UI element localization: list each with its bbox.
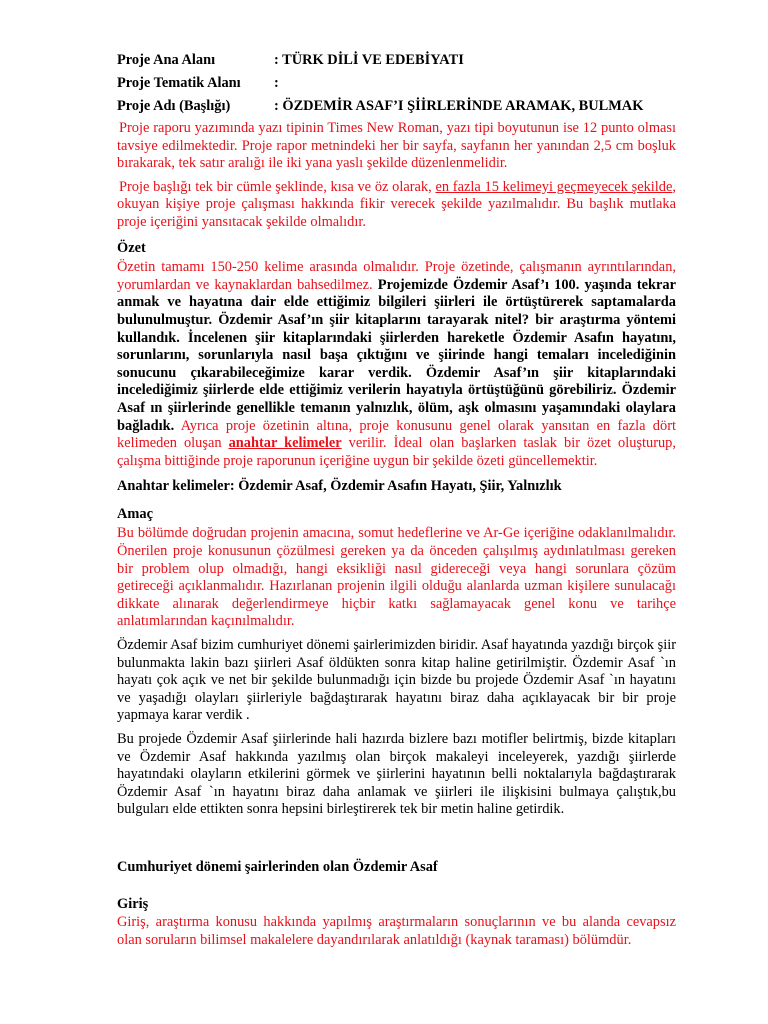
ozet-instruction: verilir. İdeal olan başlarken taslak bir özet oluşturup, çalışma bittiğinde proje raporunun içeriğine uygun bir şekilde özeti güncellemektir. bbox=[117, 435, 676, 469]
intro-text: Proje başlığı tek bir cümle şeklinde, kısa ve öz olarak, bbox=[119, 178, 436, 195]
meta-label: Proje Ana Alanı bbox=[117, 52, 216, 68]
intro-paragraph-title-rules bbox=[117, 179, 676, 232]
intro-text: Proje raporu yazımında yazı tipinin Times New Roman, yazı tipi boyutunun ise 12 punto olması tavsiye edilmektedir. Proje rapor metnindeki her bir sayfa, sayfanın her yanından 2,5 cm boşluk bırakarak, tek satır aralığı ile iki yana yaslı şekilde düzenlenmelidir. bbox=[117, 120, 676, 172]
ozet-instruction: Ayrıca proje özetinin altına, proje konusunu genel olarak yansıtan en fazla dört kelimeden oluşan bbox=[117, 417, 676, 452]
amac-paragraph-1: Özdemir Asaf bizim cumhuriyet dönemi şairlerimizden biridir. Asaf hayatında yazdığı birçok şiir bulunmakta lakin bazı şiirleri Asaf öldükten sonra kitap haline getirilmiştir. Özdemir Asaf `ın hayatı çok açık ve net bir şekilde bulunmadığı için bizde bu projede Özdemir Asaf `ın hayatını ve yaşadığı olayları şiirleriyle bağdaştırarak hayatını biraz daha açıklayacak bir bir proje yapmaya karar verdik . bbox=[117, 637, 676, 724]
heading-amac: Amaç bbox=[117, 505, 153, 522]
meta-value: : TÜRK DİLİ VE EDEBİYATI bbox=[274, 52, 464, 68]
intro-paragraph-format bbox=[117, 120, 676, 173]
meta-label: Proje Adı (Başlığı) bbox=[117, 98, 231, 114]
meta-value: : bbox=[274, 75, 279, 91]
meta-value: : ÖZDEMİR ASAF’I ŞİİRLERİNDE ARAMAK, BULMAK bbox=[274, 98, 644, 114]
section-title: Cumhuriyet dönemi şairlerinden olan Özdemir Asaf bbox=[117, 858, 438, 875]
keywords-line: Anahtar kelimeler: Özdemir Asaf, Özdemir Asafın Hayatı, Şiir, Yalnızlık bbox=[117, 478, 562, 495]
meta-row-project-title bbox=[117, 97, 676, 120]
meta-label: Proje Tematik Alanı bbox=[117, 75, 241, 91]
heading-giris: Giriş bbox=[117, 895, 149, 912]
ozet-paragraph bbox=[117, 259, 676, 470]
underlined-rule: en fazla 15 kelimeyi geçmeyecek şekilde bbox=[435, 178, 673, 195]
document-body bbox=[117, 51, 676, 949]
heading-ozet: Özet bbox=[117, 239, 146, 256]
keywords-term: anahtar kelimeler bbox=[228, 435, 342, 452]
meta-row-thematic-field bbox=[117, 74, 676, 97]
amac-instruction: Bu bölümde doğrudan projenin amacına, somut hedeflerine ve Ar-Ge içeriğine odaklanılmalıdır. Önerilen proje konusunun çözülmesi gereken ya da önceden çalışılmış aydınlatılması gereken bir problem olup olmadığı, hangi eksikliği nasıl gidereceği veya hangi sorunlara çözüm getireceği açıklanmalıdır. Hazırlanan projenin ilgili olduğu alanlarda uzman kişilere sunulacağı dikkate alınarak değerlendirmeye hiçbir katkı sağlamayacak genel konu ve tarihçe anlatımlarından kaçınılmalıdır. bbox=[117, 525, 676, 630]
meta-row-main-field bbox=[117, 51, 676, 74]
ozet-instruction: Özetin tamamı 150-250 kelime arasında olmalıdır. Proje özetinde, çalışmanın ayrıntılarından, yorumlardan ve kaynaklardan bahsedilmez. bbox=[117, 259, 676, 293]
amac-paragraph-2: Bu projede Özdemir Asaf şiirlerinde hali hazırda bizlere bazı motifler belirtmiş, bizde kitapları ve Özdemir Asaf hakkında yazılmış olan birçok makaleyi inceleyerek, yazdığı şiirlerde hayatındaki olayların etkilerini görmek ve şiirlerini hayatının belli noktalarıyla bağdaştırarak Özdemir Asaf `ın hayatını biraz daha anlamak ve şiirleri ile ilişkisini bulmaya çalıştık,bu bulguları elde ettikten sonra hepsini birleştirerek tek bir metin haline getirdik. bbox=[117, 731, 676, 818]
giris-instruction: Giriş, araştırma konusu hakkında yapılmış araştırmaların sonuçlarının ve bu alanda cevapsız olan soruların bilimsel makalelere dayandırılarak anlatıldığı (kaynak taraması) bölümdür. bbox=[117, 914, 676, 948]
intro-text: , okuyan kişiye proje çalışması hakkında fikir verecek şekilde yazılmalıdır. Bu başlık mutlaka proje içeriğini yansıtacak şekilde olmalıdır. bbox=[117, 178, 676, 230]
ozet-summary: Projemizde Özdemir Asaf’ı 100. yaşında tekrar anmak ve hayatına dair elde ettiğimiz bilgileri şiirleri ile örtüştürerek saptamalarda bulunulmuştur. Özdemir Asaf’ın şiir kitaplarını tarayarak nitel? bir araştırma yöntemi kullandık. İncelenen şiir kitaplarındaki şiirlerden hareketle Özdemir Asafın hayatını, sorunlarını, sorunlarıyla nasıl başa çıktığını ve şiirinde hangi temaları incelediğinin sonucunu çıkarabileceğimize karar verdik. Özdemir Asaf’ın şiir kitaplarındaki incelediğimiz şiirlerde elde ettiğimiz verilerin hayatıyla örtüştüğünü görebiliriz. Özdemir Asaf ın şiirlerinde genellikle temanın yalnızlık, ölüm, aşk olmasını yaşamındaki olaylara bağladık. bbox=[117, 276, 677, 434]
